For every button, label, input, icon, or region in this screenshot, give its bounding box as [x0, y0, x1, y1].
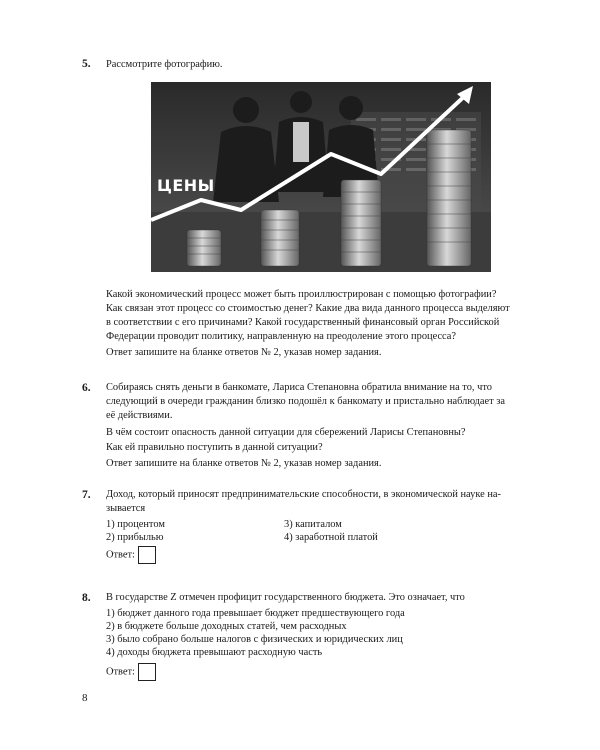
answer-label: Ответ:: [106, 666, 135, 678]
task-line: следующий в очереди гражданин близко подошёл к банкомату и пристально наблюдает за: [106, 396, 505, 407]
answer-box[interactable]: [138, 663, 156, 681]
stock-market-photo: [151, 82, 491, 272]
task-number: 6.: [82, 382, 91, 394]
option-1[interactable]: 1) процентом: [106, 519, 165, 530]
answer-label: Ответ:: [106, 549, 135, 561]
task-6-text: [106, 381, 536, 471]
task-line: зывается: [106, 503, 146, 514]
task-line: в соответствии с его причинами? Какой государственный финансовый орган Российской: [106, 317, 500, 328]
option-1[interactable]: 1) бюджет данного года превышает бюджет предшествующего года: [106, 608, 405, 619]
task-number: 5.: [82, 58, 91, 70]
task-number: 8.: [82, 592, 91, 604]
task-5-text: [106, 288, 536, 360]
task-question: Как ей правильно поступить в данной ситуации?: [106, 442, 323, 453]
option-2[interactable]: 2) прибылью: [106, 532, 164, 543]
task-7-text: [106, 488, 536, 516]
page-number: 8: [82, 692, 88, 704]
task-instruction: Ответ запишите на бланке ответов № 2, указав номер задания.: [106, 347, 382, 358]
task-line: Какой экономический процесс может быть проиллюстрирован с помощью фотографии?: [106, 289, 497, 300]
option-3[interactable]: 3) было собрано больше налогов с физических и юридических лиц: [106, 634, 403, 645]
answer-box[interactable]: [138, 546, 156, 564]
task-line: Федерации проводит политику, направленную на преодоление этого процесса?: [106, 331, 457, 342]
option-3[interactable]: 3) капиталом: [284, 519, 342, 530]
option-4[interactable]: 4) доходы бюджета превышают расходную часть: [106, 647, 323, 658]
answer-field: [106, 546, 156, 564]
task-instruction: Ответ запишите на бланке ответов № 2, указав номер задания.: [106, 458, 382, 469]
option-2[interactable]: 2) в бюджете больше доходных статей, чем расходных: [106, 621, 347, 632]
task-line: Собираясь снять деньги в банкомате, Лариса Степановна обратила внимание на то, что: [106, 382, 492, 393]
task-line: её действиями.: [106, 410, 173, 421]
task-stem: В государстве Z отмечен профицит государственного бюджета. Это означает, что: [106, 592, 465, 603]
photo-caption: ЦЕНЫ: [157, 176, 215, 195]
task-question: В чём состоит опасность данной ситуации для сбережений Ларисы Степановны?: [106, 427, 466, 438]
task-intro: Рассмотрите фотографию.: [106, 59, 223, 70]
task-line: Как связан этот процесс со стоимостью денег? Какие два вида данного процесса выделяют: [106, 303, 510, 314]
task-number: 7.: [82, 489, 91, 501]
option-4[interactable]: 4) заработной платой: [284, 532, 378, 543]
answer-field: [106, 663, 156, 681]
task-line: Доход, который приносят предпринимательские способности, в экономической науке на-: [106, 489, 501, 500]
